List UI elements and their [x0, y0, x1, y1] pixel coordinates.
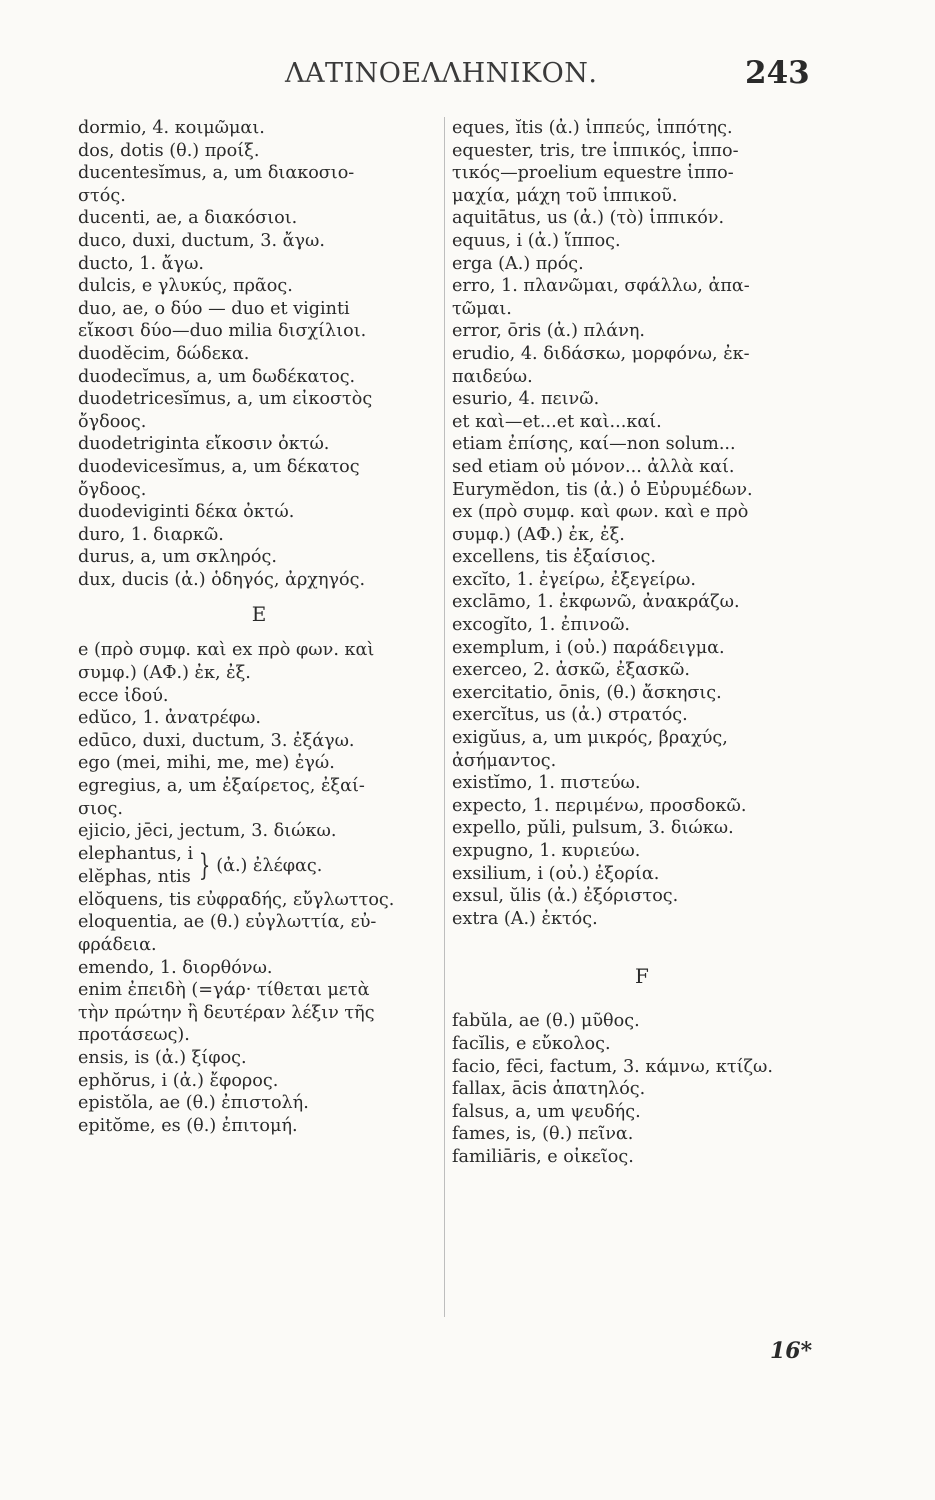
- dict-line: συμφ.) (ΑΦ.) ἐκ, ἐξ.: [78, 663, 251, 684]
- dict-line: duodetriginta εἴκοσιν ὀκτώ.: [78, 434, 330, 455]
- dict-line: παιδεύω.: [452, 366, 533, 387]
- dict-line: exsilium, i (οὐ.) ἐξορία.: [452, 863, 660, 884]
- column-divider: [444, 117, 445, 1317]
- dict-line: expello, pŭli, pulsum, 3. διώκω.: [452, 818, 734, 839]
- dict-line: esurio, 4. πεινῶ.: [452, 389, 600, 410]
- dict-line: ejicio, jēci, jectum, 3. διώκω.: [78, 821, 337, 842]
- dict-line: duodeviginti δέκα ὀκτώ.: [78, 502, 295, 523]
- elephant-headwords: [78, 843, 193, 888]
- dict-line: elĕphas, ntis: [78, 866, 191, 887]
- dict-line: durus, a, um σκληρός.: [78, 547, 277, 568]
- dict-line: eques, ĭtis (ἀ.) ἱππεύς, ἱππότης.: [452, 118, 733, 138]
- dict-line: τῶμαι.: [452, 298, 512, 319]
- left-entries-e: [78, 639, 440, 842]
- dict-line: sed etiam οὐ μόνον... ἀλλὰ καί.: [452, 456, 735, 477]
- dict-line: excogĭto, 1. ἐπινοῶ.: [452, 615, 631, 636]
- dict-line: τὴν πρώτην ἢ δευτέραν λέξιν τῆς: [78, 1002, 375, 1023]
- dict-line: facio, fēci, factum, 3. κάμνω, κτίζω.: [452, 1056, 773, 1077]
- elephant-entry-pair: [78, 843, 440, 889]
- dict-line: dulcis, e γλυκύς, πρᾶος.: [78, 276, 293, 297]
- dict-line: aquitātus, us (ἀ.) (τὸ) ἱππικόν.: [452, 208, 725, 229]
- elephant-gloss: (ἀ.) ἐλέφας.: [216, 855, 323, 876]
- dict-line: σιος.: [78, 798, 123, 819]
- section-letter-f: F: [635, 964, 649, 989]
- dict-line: expecto, 1. περιμένω, προσδοκῶ.: [452, 795, 747, 816]
- dict-line: egregius, a, um ἐξαίρετος, ἐξαί-: [78, 776, 365, 797]
- dict-line: φράδεια.: [78, 935, 157, 955]
- dict-line: exercĭtus, us (ἀ.) στρατός.: [452, 705, 688, 726]
- left-entries-d: [78, 117, 440, 591]
- dict-line: dux, ducis (ἀ.) ὁδηγός, ἀρχηγός.: [78, 569, 366, 590]
- dict-line: enim ἐπειδὴ (=γάρ· τίθεται μετὰ: [78, 980, 370, 1001]
- dict-line: etiam ἐπίσης, καί—non solum...: [452, 434, 736, 455]
- dict-line: duodecĭmus, a, um δωδέκατος.: [78, 366, 356, 387]
- dict-line: ex (πρὸ συμφ. καὶ φων. καὶ e πρὸ: [452, 502, 749, 523]
- dict-line: falsus, a, um ψευδής.: [452, 1101, 641, 1122]
- right-entries-e: [452, 117, 832, 930]
- dict-line: ego (mei, mihi, me, me) ἐγώ.: [78, 753, 335, 774]
- dict-line: ephŏrus, i (ἀ.) ἔφορος.: [78, 1070, 279, 1091]
- dict-line: existĭmo, 1. πιστεύω.: [452, 773, 641, 794]
- dict-line: e (πρὸ συμφ. καὶ ex πρὸ φων. καὶ: [78, 640, 375, 661]
- dict-line: fames, is, (θ.) πεῖνα.: [452, 1124, 634, 1145]
- dict-line: στός.: [78, 185, 126, 206]
- dict-line: expugno, 1. κυριεύω.: [452, 841, 641, 861]
- signature-mark: 16*: [770, 1338, 813, 1364]
- page-title: ΛΑΤΙΝΟΕΛΛΗΝΙΚΟΝ.: [285, 58, 598, 89]
- dict-line: equus, i (ἀ.) ἵππος.: [452, 230, 621, 251]
- dict-line: exclāmo, 1. ἐκφωνῶ, ἀνακράζω.: [452, 592, 740, 613]
- dict-line: Eurymĕdon, tis (ἀ.) ὁ Εὐρυμέδων.: [452, 479, 753, 500]
- right-entries-f: [452, 1010, 832, 1168]
- dict-line: emendo, 1. διορθόνω.: [78, 957, 273, 978]
- dict-line: duodevicesĭmus, a, um δέκατος: [78, 456, 360, 477]
- dict-line: συμφ.) (ΑΦ.) ἐκ, ἐξ.: [452, 524, 625, 545]
- page-header: [0, 55, 935, 98]
- left-column: [78, 117, 440, 1137]
- dict-line: εἴκοσι δύο—duo milia δισχίλιοι.: [78, 321, 367, 342]
- dict-line: ducentesĭmus, a, um διακοσιο-: [78, 163, 355, 184]
- dict-line: excellens, tis ἐξαίσιος.: [452, 547, 656, 568]
- dict-line: erro, 1. πλανῶμαι, σφάλλω, ἀπα-: [452, 276, 750, 297]
- dict-line: ὄγδοος.: [78, 479, 147, 500]
- dict-line: familiāris, e οἰκεῖος.: [452, 1146, 634, 1167]
- dict-line: exerceo, 2. ἀσκῶ, ἐξασκῶ.: [452, 660, 690, 681]
- dict-line: μαχία, μάχη τοῦ ἱππικοῦ.: [452, 185, 678, 206]
- dict-line: eloquentia, ae (θ.) εὐγλωττία, εὐ-: [78, 912, 377, 933]
- dict-line: duro, 1. διαρκῶ.: [78, 524, 224, 545]
- dict-line: ducenti, ae, a διακόσιοι.: [78, 208, 298, 229]
- dict-line: elephantus, i: [78, 844, 194, 865]
- dict-line: edŭco, 1. ἀνατρέφω.: [78, 708, 261, 729]
- dict-line: extra (Α.) ἐκτός.: [452, 908, 598, 929]
- dict-line: et καὶ—et...et καὶ...καί.: [452, 411, 662, 432]
- dict-line: duco, duxi, ductum, 3. ἄγω.: [78, 230, 325, 251]
- dict-line: ensis, is (ἀ.) ξίφος.: [78, 1047, 247, 1068]
- dict-line: error, ōris (ἀ.) πλάνη.: [452, 321, 645, 342]
- dict-line: dormio, 4. κοιμῶμαι.: [78, 118, 265, 138]
- dict-line: exemplum, i (οὐ.) παράδειγμα.: [452, 637, 725, 658]
- dict-line: excĭto, 1. ἐγείρω, ἐξεγείρω.: [452, 569, 696, 590]
- page-number: 243: [745, 55, 810, 91]
- dict-line: ἀσήμαντος.: [452, 750, 557, 771]
- dict-line: edūco, duxi, ductum, 3. ἐξάγω.: [78, 730, 355, 751]
- dict-line: duodetricesĭmus, a, um εἰκοστὸς: [78, 389, 373, 410]
- left-entries-e2: [78, 889, 440, 1138]
- section-letter-e: E: [251, 602, 267, 627]
- dict-line: facĭlis, e εὔκολος.: [452, 1033, 611, 1054]
- dict-line: ecce ἰδού.: [78, 685, 169, 706]
- dict-line: epitŏme, es (θ.) ἐπιτομή.: [78, 1115, 298, 1136]
- dict-line: erudio, 4. διδάσκω, μορφόνω, ἐκ-: [452, 343, 750, 364]
- dict-line: fallax, ācis ἀπατηλός.: [452, 1079, 646, 1100]
- dict-line: duo, ae, o δύο — duo et viginti: [78, 298, 350, 319]
- dict-line: προτάσεως).: [78, 1025, 190, 1046]
- dict-line: exigŭus, a, um μικρός, βραχύς,: [452, 728, 728, 749]
- dict-line: ducto, 1. ἄγω.: [78, 253, 205, 274]
- right-column: [452, 117, 832, 1169]
- dict-line: fabŭla, ae (θ.) μῦθος.: [452, 1011, 640, 1032]
- dict-line: erga (Α.) πρός.: [452, 253, 584, 274]
- dict-line: ὄγδοος.: [78, 411, 147, 432]
- dict-line: dos, dotis (θ.) προίξ.: [78, 140, 260, 161]
- dict-line: equester, tris, tre ἱππικός, ἱππο-: [452, 140, 739, 161]
- dict-line: elŏquens, tis εὐφραδής, εὔγλωττος.: [78, 889, 395, 910]
- dict-line: duodĕcim, δώδεκα.: [78, 343, 250, 364]
- dict-line: exercitatio, ōnis, (θ.) ἄσκησις.: [452, 682, 722, 703]
- dict-line: τικός—proelium equestre ἱππο-: [452, 163, 734, 184]
- brace-mark: }: [198, 847, 211, 883]
- dict-line: exsul, ŭlis (ἀ.) ἐξόριστος.: [452, 886, 679, 907]
- dict-line: epistŏla, ae (θ.) ἐπιστολή.: [78, 1093, 309, 1114]
